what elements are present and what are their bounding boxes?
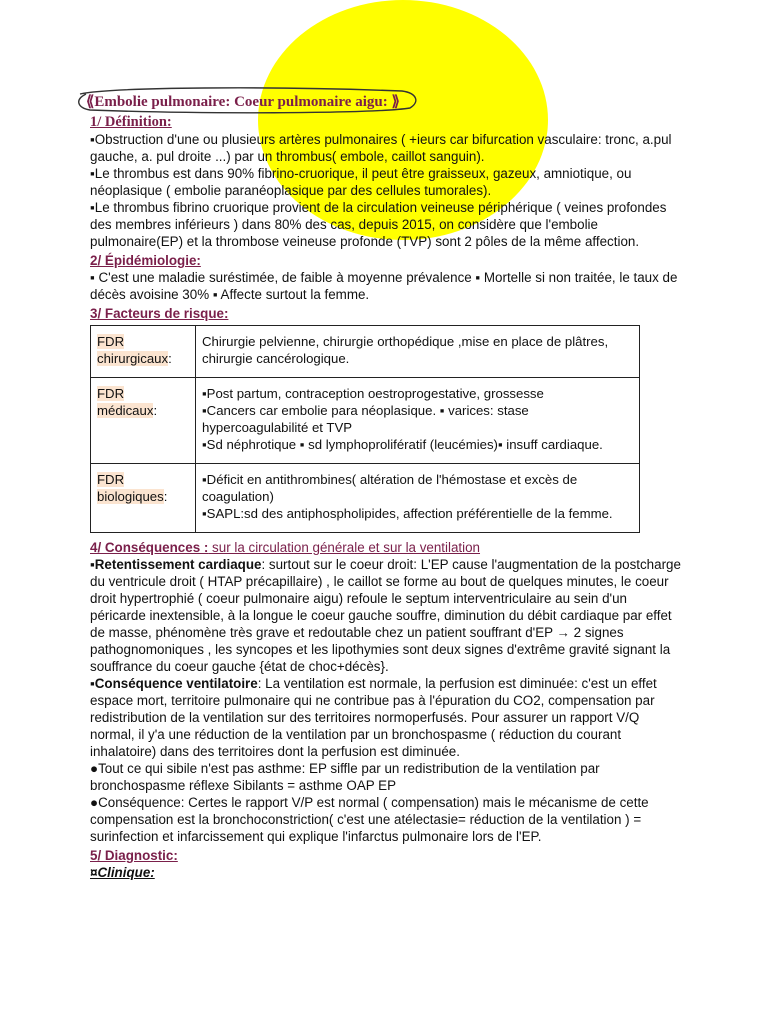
risk-detail-line: ▪SAPL:sd des antiphospholipides, affection préférentielle de la femme. xyxy=(202,506,613,521)
ventilation-label: ▪Conséquence ventilatoire xyxy=(90,676,258,691)
table-row xyxy=(91,378,640,464)
risk-factor-table xyxy=(90,325,640,533)
risk-label-cell xyxy=(91,464,196,533)
document-page xyxy=(86,92,682,881)
risk-label: chirurgicaux xyxy=(97,351,169,366)
risk-detail-line: ▪Cancers car embolie para néoplasique. ▪ varices: stase hypercoagulabilité et TVP xyxy=(202,403,529,435)
risk-label: biologiques xyxy=(97,489,164,504)
risk-label: médicaux xyxy=(97,403,154,418)
consequence-ventilation-paragraph xyxy=(90,675,682,760)
definition-paragraph-1: ▪Obstruction d'une ou plusieurs artères pulmonaires ( +ieurs car bifurcation vasculaire: tronc, a.pul gauche, a. pul droite ...) par un thrombus( embole, caillot sanguin). xyxy=(90,132,672,164)
consequence-cardiac-paragraph xyxy=(90,556,682,675)
risk-label: FDR xyxy=(97,334,125,349)
section-3-heading: 3/ Facteurs de risque: xyxy=(90,306,229,321)
definition-paragraph-2: ▪Le thrombus est dans 90% fibrino-cruorique, il peut être graisseux, gazeux, amniotique, ou néoplasique ( embolie paranéoplasique par des cellules tumorales). xyxy=(90,166,632,198)
section-4-heading-text: 4/ Conséquences : xyxy=(90,540,209,555)
risk-label: FDR xyxy=(97,472,125,487)
cardiac-label: ▪Retentissement cardiaque xyxy=(90,557,262,572)
section-1-heading: 1/ Définition: xyxy=(90,114,172,130)
ventilation-text: : La ventilation est normale, la perfusion est diminuée: c'est un effet espace mort, territoire pulmonaire qui ne contribue pas à l'épuration du CO2, compensation par redistribution de la ventilation sur des territoires normoperfusés. Pour assurer un rapport V/Q normal, il y'a une réduction de la ventilation par un bronchospasme ( réduction du courant inhalatoire) dans des territoires dont la perfusion est diminuée. xyxy=(90,676,657,759)
risk-detail-line: ▪Déficit en antithrombines( altération de l'hémostase et excès de coagulation) xyxy=(202,472,578,504)
risk-detail-cell xyxy=(196,464,640,533)
title-block xyxy=(86,92,682,114)
cardiac-text: : surtout sur le coeur droit: L'EP cause l'augmentation de la postcharge du ventricule droit ( HTAP précapillaire) , le caillot se forme au bout de quelques minutes, le coeur droit hypertrophié ( coeur pulmonaire aigu) refoule le septum interventriculaire au sein d'un péricarde inextensible, à la longue le coeur gauche souffre, diminution du débit cardiaque par effet de masse, phénomène très grave et redoutable chez un patient souffrant d'EP → 2 signes pathognomoniques , les syncopes et les lipothymies sont deux signes d'extrême gravité signant la souffrance du coeur gauche {état de choc+décès}. xyxy=(90,557,681,674)
risk-label-cell xyxy=(91,326,196,378)
risk-label-cell xyxy=(91,378,196,464)
section-4-heading xyxy=(90,539,682,556)
document-title: ⟪Embolie pulmonaire: Coeur pulmonaire aigu: ⟫ xyxy=(86,94,400,110)
risk-detail-line: Chirurgie pelvienne, chirurgie orthopédique ,mise en place de plâtres, chirurgie cancérologique. xyxy=(202,334,609,366)
table-row xyxy=(91,464,640,533)
clinique-subheading: ¤Clinique: xyxy=(90,865,155,880)
risk-detail-cell xyxy=(196,378,640,464)
risk-detail-line: ▪Sd néphrotique ▪ sd lymphoprolifératif (leucémies)▪ insuff cardiaque. xyxy=(202,437,603,452)
label-colon: : xyxy=(168,351,172,366)
table-row xyxy=(91,326,640,378)
risk-label: FDR xyxy=(97,386,125,401)
label-colon: : xyxy=(153,403,158,418)
section-5-heading: 5/ Diagnostic: xyxy=(90,848,178,863)
epidemiology-paragraph: ▪ C'est une maladie suréstimée, de faible à moyenne prévalence ▪ Mortelle si non traitée, le taux de décès avoisine 30% ▪ Affecte surtout la femme. xyxy=(90,270,678,302)
label-colon: : xyxy=(163,489,168,504)
risk-detail-line: ▪Post partum, contraception oestroprogestative, grossesse xyxy=(202,386,544,401)
section-2-heading: 2/ Épidémiologie: xyxy=(90,253,201,268)
definition-paragraph-3: ▪Le thrombus fibrino cruorique provient de la circulation veineuse périphérique ( veines profondes des membres inférieurs ) dans 80% des cas, depuis 2015, on considère que l'embolie pulmonaire(EP) et la thrombose veineuse profonde (TVP) sont 2 pôles de la même affection. xyxy=(90,200,667,249)
wheezing-paragraph: ●Tout ce qui sibile n'est pas asthme: EP siffle par un redistribution de la ventilation par bronchospasme réflexe Sibilants = asthme OAP EP xyxy=(90,761,600,793)
compensation-paragraph: ●Conséquence: Certes le rapport V/P est normal ( compensation) mais le mécanisme de cette compensation est la bronchoconstriction( c'est une atélectasie= réduction de la ventilation ) = surinfection et infarcissement qui explique l'infarctus pulmonaire lors de l'EP. xyxy=(90,795,649,844)
risk-detail-cell xyxy=(196,326,640,378)
section-4-heading-subtitle: sur la circulation générale et sur la ventilation xyxy=(208,540,481,555)
